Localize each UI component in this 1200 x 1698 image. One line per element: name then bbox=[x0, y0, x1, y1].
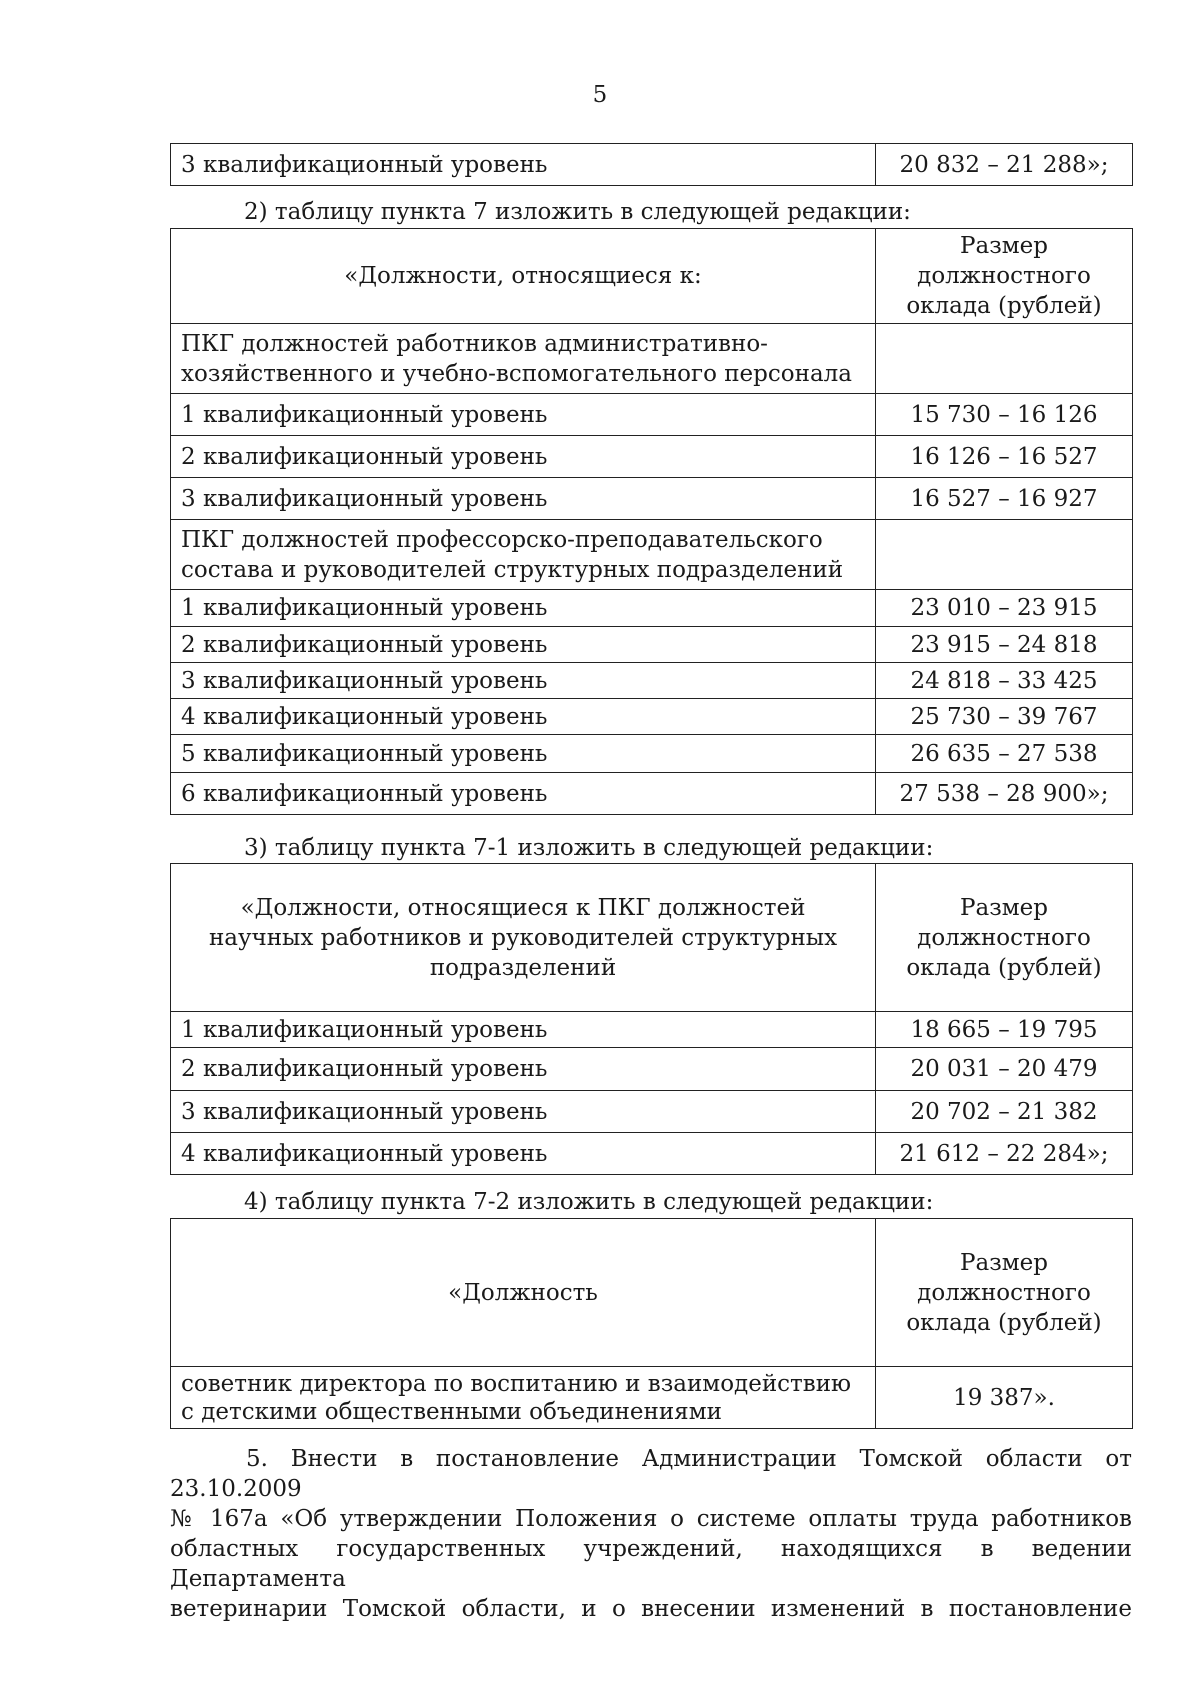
table-header-row bbox=[171, 864, 1133, 1012]
table-row bbox=[171, 324, 1133, 394]
row-value: 20 702 – 21 382 bbox=[876, 1091, 1133, 1133]
table-row bbox=[171, 478, 1133, 520]
row-label: 3 квалификационный уровень bbox=[171, 1091, 876, 1133]
table-row bbox=[171, 699, 1133, 735]
row-value: 20 832 – 21 288»; bbox=[876, 144, 1133, 186]
header-position: «Должность bbox=[171, 1219, 876, 1367]
table-row bbox=[171, 436, 1133, 478]
row-value bbox=[876, 520, 1133, 590]
table-continuation bbox=[170, 143, 1133, 186]
row-label: 1 квалификационный уровень bbox=[171, 590, 876, 627]
intro-item-4: 4) таблицу пункта 7-2 изложить в следующей редакции: bbox=[244, 1189, 934, 1215]
row-value: 15 730 – 16 126 bbox=[876, 394, 1133, 436]
row-value: 24 818 – 33 425 bbox=[876, 663, 1133, 699]
header-position: «Должности, относящиеся к ПКГ должностей научных работников и руководителей структурных подразделений bbox=[171, 864, 876, 1012]
row-label: 2 квалификационный уровень bbox=[171, 436, 876, 478]
table-row bbox=[171, 590, 1133, 627]
table-row bbox=[171, 1012, 1133, 1048]
table-header-row bbox=[171, 1219, 1133, 1367]
row-value bbox=[876, 324, 1133, 394]
header-position: «Должности, относящиеся к: bbox=[171, 229, 876, 324]
row-value: 21 612 – 22 284»; bbox=[876, 1133, 1133, 1175]
row-label: советник директора по воспитанию и взаимодействию с детскими общественными объединениями bbox=[171, 1367, 876, 1429]
table-row bbox=[171, 394, 1133, 436]
row-label: 1 квалификационный уровень bbox=[171, 394, 876, 436]
header-salary: Размер должностного оклада (рублей) bbox=[876, 864, 1133, 1012]
row-label: 2 квалификационный уровень bbox=[171, 1048, 876, 1091]
table-row bbox=[171, 144, 1133, 186]
row-label: ПКГ должностей профессорско-преподавательского состава и руководителей структурных подразделений bbox=[171, 520, 876, 590]
row-value: 23 010 – 23 915 bbox=[876, 590, 1133, 627]
table-row bbox=[171, 1133, 1133, 1175]
row-value: 25 730 – 39 767 bbox=[876, 699, 1133, 735]
row-label: 3 квалификационный уровень bbox=[171, 478, 876, 520]
row-label: 3 квалификационный уровень bbox=[171, 144, 876, 186]
table-row bbox=[171, 627, 1133, 663]
table-header-row bbox=[171, 229, 1133, 324]
table-item-7-2 bbox=[170, 1218, 1133, 1429]
header-salary: Размер должностного оклада (рублей) bbox=[876, 229, 1133, 324]
row-value: 23 915 – 24 818 bbox=[876, 627, 1133, 663]
paragraph-line: 5. Внести в постановление Администрации Томской области от 23.10.2009 bbox=[170, 1446, 1132, 1502]
table-row bbox=[171, 663, 1133, 699]
paragraph-line: ветеринарии Томской области, и о внесении изменений в постановление bbox=[170, 1596, 1132, 1622]
row-label: 6 квалификационный уровень bbox=[171, 773, 876, 815]
row-value: 26 635 – 27 538 bbox=[876, 735, 1133, 773]
row-value: 27 538 – 28 900»; bbox=[876, 773, 1133, 815]
table-row bbox=[171, 735, 1133, 773]
table-item-7-1 bbox=[170, 863, 1133, 1175]
intro-item-3: 3) таблицу пункта 7-1 изложить в следующей редакции: bbox=[244, 835, 934, 861]
table-item-7 bbox=[170, 228, 1133, 815]
row-label: 5 квалификационный уровень bbox=[171, 735, 876, 773]
table-row bbox=[171, 520, 1133, 590]
row-label: 1 квалификационный уровень bbox=[171, 1012, 876, 1048]
row-value: 18 665 – 19 795 bbox=[876, 1012, 1133, 1048]
row-value: 16 126 – 16 527 bbox=[876, 436, 1133, 478]
row-label: 4 квалификационный уровень bbox=[171, 699, 876, 735]
row-label: ПКГ должностей работников административно-хозяйственного и учебно-вспомогательного персонала bbox=[171, 324, 876, 394]
paragraph-5 bbox=[170, 1444, 1132, 1624]
row-value: 19 387». bbox=[876, 1367, 1133, 1429]
row-value: 16 527 – 16 927 bbox=[876, 478, 1133, 520]
table-row bbox=[171, 1048, 1133, 1091]
row-label: 3 квалификационный уровень bbox=[171, 663, 876, 699]
table-row bbox=[171, 1367, 1133, 1429]
page-number: 5 bbox=[592, 82, 608, 108]
row-value: 20 031 – 20 479 bbox=[876, 1048, 1133, 1091]
table-row bbox=[171, 773, 1133, 815]
paragraph-line: областных государственных учреждений, находящихся в ведении Департамента bbox=[170, 1536, 1132, 1592]
table-row bbox=[171, 1091, 1133, 1133]
row-label: 2 квалификационный уровень bbox=[171, 627, 876, 663]
paragraph-line: № 167а «Об утверждении Положения о системе оплаты труда работников bbox=[170, 1506, 1132, 1532]
intro-item-2: 2) таблицу пункта 7 изложить в следующей редакции: bbox=[244, 199, 911, 225]
header-salary: Размер должностного оклада (рублей) bbox=[876, 1219, 1133, 1367]
row-label: 4 квалификационный уровень bbox=[171, 1133, 876, 1175]
